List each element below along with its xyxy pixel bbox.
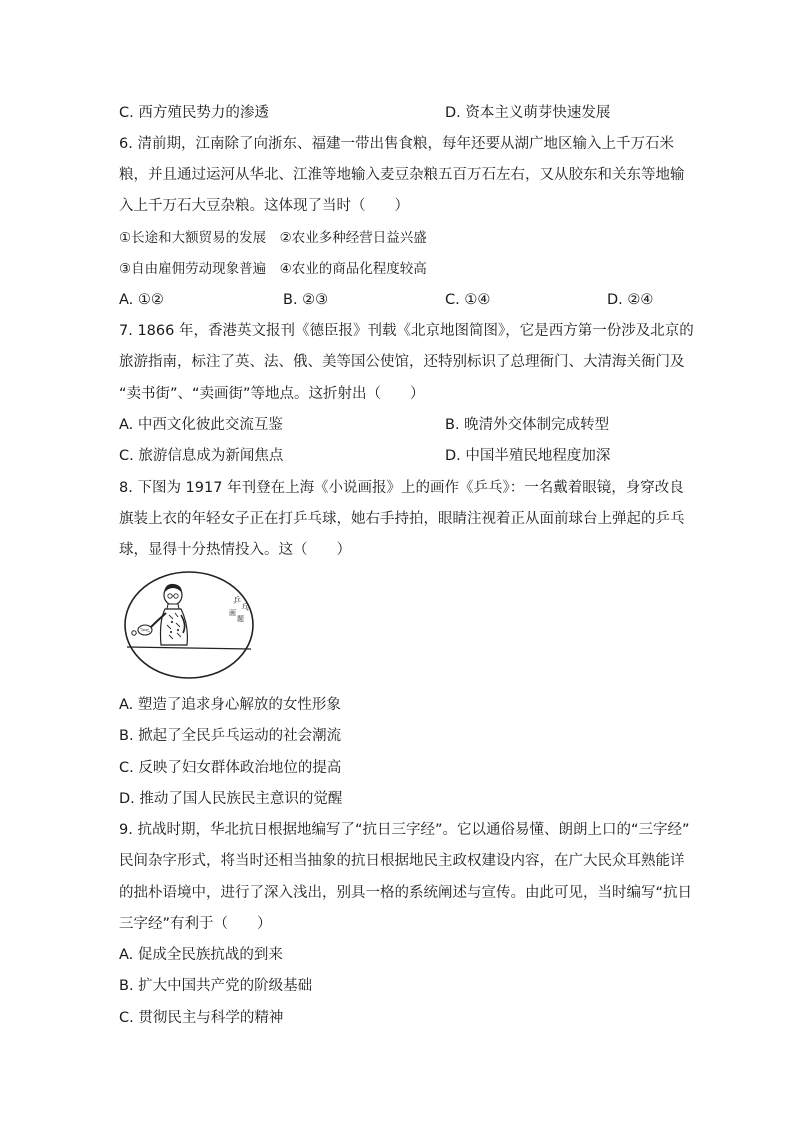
q8-option-a: A. 塑造了追求身心解放的女性形象 xyxy=(119,697,341,713)
q6-option-a: A. ①② xyxy=(119,292,164,308)
q7-stem-line-2: 旅游指南，标注了英、法、俄、美等国公使馆，还特别标识了总理衙门、大清海关衙门及 xyxy=(119,354,685,370)
q9-option-b: B. 扩大中国共产党的阶级基础 xyxy=(119,978,313,994)
svg-text:乓: 乓 xyxy=(241,603,249,612)
q8-option-c: C. 反映了妇女群体政治地位的提高 xyxy=(119,760,342,776)
q8-stem-line-1: 8. 下图为 1917 年刊登在上海《小说画报》上的画作《乒乓》：一名戴着眼镜，身穿改良 xyxy=(119,480,684,496)
q9-stem-line-2: 民间杂字形式，将当时还相当抽象的抗日根据地民主政权建设内容，在广大民众耳熟能详 xyxy=(119,853,685,869)
q6-stem-line-1: 6. 清前期，江南除了向浙东、福建一带出售食粮，每年还要从湖广地区输入上千万石米 xyxy=(119,136,674,152)
q9-stem-line-4: 三字经”有利于（ ） xyxy=(119,916,272,932)
q6-stem-line-2: 粮，并且通过运河从华北、江淮等地输入麦豆杂粮五百万石左右，又从胶东和关东等地输 xyxy=(119,167,685,183)
q7-option-c: C. 旅游信息成为新闻焦点 xyxy=(119,448,284,464)
q7-stem-line-1: 7. 1866 年，香港英文报刊《德臣报》刊载《北京地图简图》，它是西方第一份涉及北京的 xyxy=(119,323,694,339)
q7-stem-line-3: “卖书街”、“卖画街”等地点。这折射出（ ） xyxy=(119,386,425,402)
svg-text:画: 画 xyxy=(229,609,236,617)
q5-option-d: D. 资本主义萌芽快速发展 xyxy=(445,105,611,121)
q8-option-b: B. 掀起了全民乒乓运动的社会潮流 xyxy=(119,728,342,744)
q8-option-d: D. 推动了国人民族民主意识的觉醒 xyxy=(119,791,343,807)
ping-pong-illustration xyxy=(121,569,257,682)
svg-text:乒: 乒 xyxy=(233,596,241,605)
q9-stem-line-1: 9. 抗战时期，华北抗日根据地编写了“抗日三字经”。它以通俗易懂、朗朗上口的“三字经” xyxy=(119,822,690,838)
q7-option-a: A. 中西文化彼此交流互鉴 xyxy=(119,417,283,433)
q7-option-d: D. 中国半殖民地程度加深 xyxy=(445,448,611,464)
q8-stem-line-3: 球，显得十分热情投入。这（ ） xyxy=(119,542,351,558)
q6-item-row-1: ①长途和大额贸易的发展 ②农业多种经营日益兴盛 xyxy=(119,230,427,246)
q8-stem-line-2: 旗装上衣的年轻女子正在打乒乓球，她右手持拍，眼睛注视着正从面前球台上弹起的乒乓 xyxy=(119,511,685,527)
q9-option-c: C. 贯彻民主与科学的精神 xyxy=(119,1010,284,1026)
q6-option-d: D. ②④ xyxy=(607,292,654,308)
q6-item-row-2: ③自由雇佣劳动现象普遍 ④农业的商品化程度较高 xyxy=(119,261,427,277)
q5-option-c: C. 西方殖民势力的渗透 xyxy=(119,105,269,121)
q9-stem-line-3: 的拙朴语境中，进行了深入浅出，别具一格的系统阐述与宣传。由此可见，当时编写“抗日 xyxy=(119,885,693,901)
q6-option-b: B. ②③ xyxy=(283,292,329,308)
q9-option-a: A. 促成全民族抗战的到来 xyxy=(119,947,283,963)
q7-option-b: B. 晚清外交体制完成转型 xyxy=(445,417,610,433)
svg-text:题: 题 xyxy=(237,615,244,623)
q6-option-c: C. ①④ xyxy=(445,292,491,308)
q6-stem-line-3: 入上千万石大豆杂粮。这体现了当时（ ） xyxy=(119,198,409,214)
